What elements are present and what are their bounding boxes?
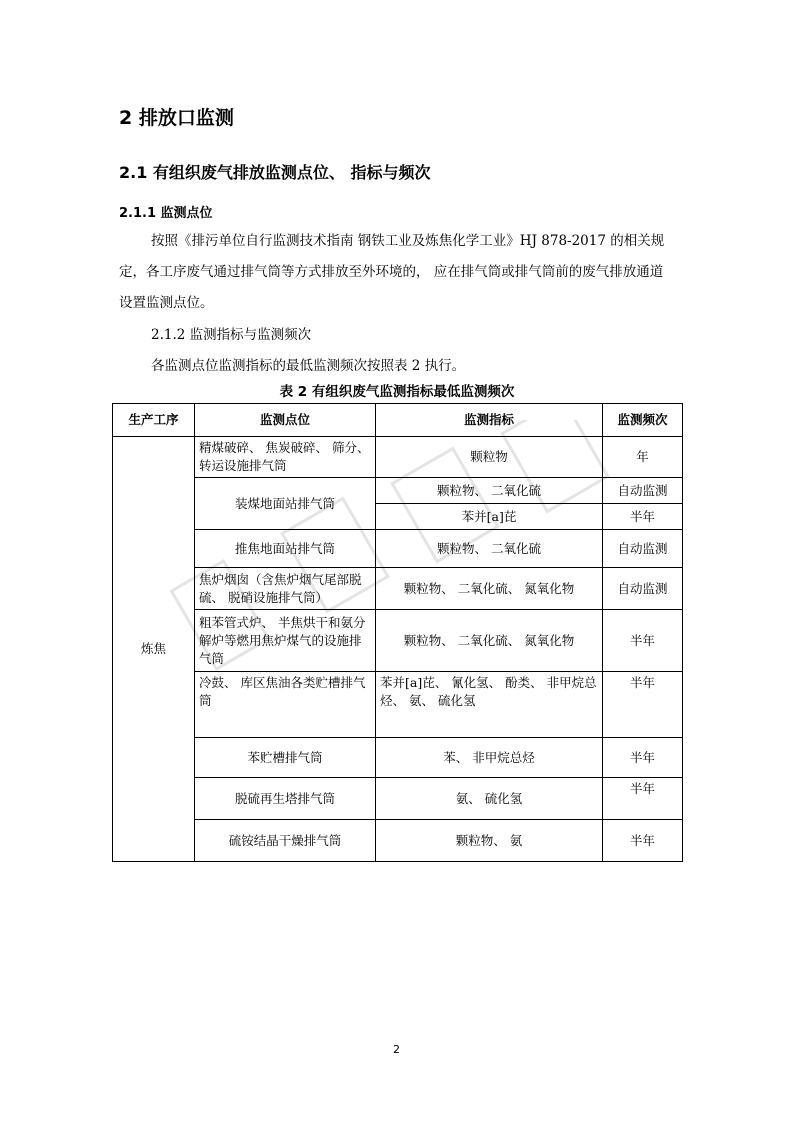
- table-row: [113, 672, 683, 738]
- point-cell: 焦炉烟囱（含焦炉烟气尾部脱硫、 脱硝设施排气筒）: [195, 568, 376, 610]
- indicator-cell: 颗粒物: [376, 437, 603, 478]
- subsection-title-inline: 2.1.2 监测指标与监测频次: [151, 327, 312, 343]
- indicator-cell: 苯并[a]芘: [376, 504, 603, 530]
- table-row: [113, 738, 683, 778]
- indicator-cell: 颗粒物、 二氧化硫、 氮氧化物: [376, 568, 603, 610]
- table-row: [113, 478, 683, 504]
- section-heading: 2 排放口监测: [119, 107, 234, 129]
- table-caption: 表 2 有组织废气监测指标最低监测频次: [279, 384, 515, 400]
- header-indicator: 监测指标: [376, 404, 603, 437]
- point-cell: 硫铵结晶干燥排气筒: [195, 820, 376, 862]
- point-cell: 脱硫再生塔排气筒: [195, 778, 376, 820]
- frequency-cell: 年: [603, 437, 683, 478]
- frequency-cell: 自动监测: [603, 478, 683, 504]
- frequency-cell: 半年: [603, 778, 683, 820]
- frequency-cell: 半年: [603, 820, 683, 862]
- monitoring-table: [112, 403, 683, 862]
- point-cell: 冷鼓、 库区焦油各类贮槽排气筒: [195, 672, 376, 738]
- frequency-cell: 半年: [603, 672, 683, 738]
- point-cell: 苯贮槽排气筒: [195, 738, 376, 778]
- point-cell: 精煤破碎、 焦炭破碎、 筛分、 转运设施排气筒: [195, 437, 376, 478]
- header-point: 监测点位: [195, 404, 376, 437]
- header-process: 生产工序: [113, 404, 195, 437]
- subsection-heading: 2.1 有组织废气排放监测点位、 指标与频次: [119, 163, 431, 182]
- table-row: [113, 568, 683, 610]
- header-frequency: 监测频次: [603, 404, 683, 437]
- indicator-cell: 颗粒物、 二氧化硫: [376, 530, 603, 568]
- table-header-row: [113, 404, 683, 437]
- table-row: [113, 530, 683, 568]
- indicator-cell: 氨、 硫化氢: [376, 778, 603, 820]
- frequency-cell: 半年: [603, 738, 683, 778]
- indicator-cell: 苯并[a]芘、 氰化氢、 酚类、 非甲烷总烃、 氨、 硫化氢: [376, 672, 603, 738]
- body-paragraph: 按照《排污单位自行监测技术指南 钢铁工业及炼焦化学工业》HJ 878-2017 的相关规定，各工序废气通过排气筒等方式排放至外环境的， 应在排气筒或排气筒前的废气排放通道设置监测点位。: [119, 233, 665, 311]
- point-cell: 推焦地面站排气筒: [195, 530, 376, 568]
- body-paragraph-table-ref: 各监测点位监测指标的最低监测频次按照表 2 执行。: [151, 358, 466, 374]
- page-number: 2: [393, 1043, 400, 1056]
- indicator-cell: 颗粒物、 二氧化硫、 氮氧化物: [376, 610, 603, 672]
- point-cell: 粗苯管式炉、 半焦烘干和氨分解炉等燃用焦炉煤气的设施排气筒: [195, 610, 376, 672]
- indicator-cell: 苯、 非甲烷总烃: [376, 738, 603, 778]
- table-row: [113, 610, 683, 672]
- process-cell: 炼焦: [113, 437, 195, 862]
- frequency-cell: 半年: [603, 610, 683, 672]
- frequency-cell: 自动监测: [603, 568, 683, 610]
- table-row: [113, 820, 683, 862]
- frequency-cell: 自动监测: [603, 530, 683, 568]
- table-row: [113, 437, 683, 478]
- frequency-cell: 半年: [603, 504, 683, 530]
- indicator-cell: 颗粒物、 氨: [376, 820, 603, 862]
- point-cell: 装煤地面站排气筒: [195, 478, 376, 530]
- table-row: [113, 778, 683, 820]
- subsubsection-heading: 2.1.1 监测点位: [119, 206, 213, 221]
- indicator-cell: 颗粒物、 二氧化硫: [376, 478, 603, 504]
